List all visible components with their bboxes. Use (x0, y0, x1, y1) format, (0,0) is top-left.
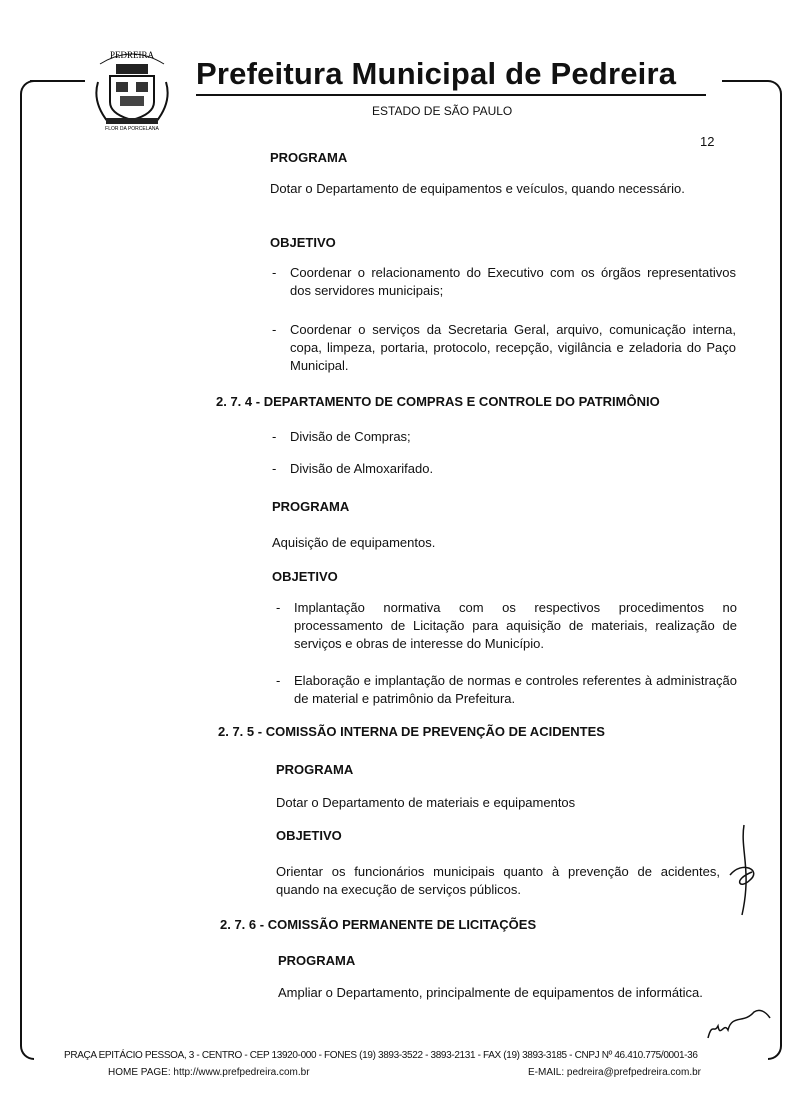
section-heading-276: 2. 7. 6 - COMISSÃO PERMANENTE DE LICITAÇÕES (220, 917, 537, 932)
footer-homepage: HOME PAGE: http://www.prefpedreira.com.br (108, 1067, 310, 1078)
objetivo-item: - Coordenar o relacionamento do Executivo com os órgãos representativos dos servidores municipais; (272, 265, 736, 298)
frame-left (20, 80, 34, 1060)
svg-text:PEDREIRA: PEDREIRA (109, 50, 155, 60)
objetivo-text: Coordenar o serviços da Secretaria Geral, arquivo, comunicação interna, copa, limpeza, portaria, protocolo, recepção, vigilância e zeladoria do Paço Municipal. (290, 322, 736, 373)
programa-label: PROGRAMA (270, 150, 348, 165)
programa-text: Dotar o Departamento de equipamentos e veículos, quando necessário. (270, 181, 685, 196)
objetivo-label: OBJETIVO (272, 569, 338, 584)
svg-text:FLOR DA PORCELANA: FLOR DA PORCELANA (105, 126, 159, 132)
divisao-text: Divisão de Compras; (290, 429, 411, 444)
divisao-item: - Divisão de Almoxarifado. (272, 461, 434, 476)
objetivo-text: Coordenar o relacionamento do Executivo com os órgãos representativos dos servidores municipais; (290, 265, 736, 298)
programa-label: PROGRAMA (278, 953, 356, 968)
objetivo-text: Implantação normativa com os respectivos procedimentos no processamento de Licitação para aquisição de materiais, realização de serviços e obras de interesse do Município. (294, 600, 737, 651)
programa-label: PROGRAMA (276, 762, 354, 777)
title-underline (196, 94, 706, 96)
footer-address: PRAÇA EPITÁCIO PESSOA, 3 - CENTRO - CEP 13920-000 - FONES (19) 3893-3522 - 3893-2131 - FAX (19) 3893-3185 - CNPJ Nº 46.410.775/0001-36 (64, 1050, 698, 1061)
signature-rubric (704, 1004, 774, 1049)
divisao-item: - Divisão de Compras; (272, 429, 411, 444)
programa-text: Ampliar o Departamento, principalmente de equipamentos de informática. (278, 985, 703, 1000)
page-title: Prefeitura Municipal de Pedreira (196, 56, 677, 91)
objetivo-item: - Elaboração e implantação de normas e controles referentes à administração de material e patrimônio da Prefeitura. (276, 673, 737, 706)
municipal-seal (92, 42, 172, 134)
objetivo-text: Orientar os funcionários municipais quanto à prevenção de acidentes, quando na execução de serviços públicos. (276, 864, 720, 897)
footer-email: E-MAIL: pedreira@prefpedreira.com.br (528, 1067, 701, 1078)
frame-top-left (30, 80, 85, 82)
objetivo-label: OBJETIVO (276, 828, 342, 843)
divisao-text: Divisão de Almoxarifado. (290, 461, 434, 476)
page-number: 12 (700, 134, 715, 149)
objetivo-item: - Coordenar o serviços da Secretaria Geral, arquivo, comunicação interna, copa, limpeza, portaria, protocolo, recepção, vigilância e zeladoria do Paço Municipal. (272, 322, 736, 373)
section-heading-274: 2. 7. 4 - DEPARTAMENTO DE COMPRAS E CONTROLE DO PATRIMÔNIO (216, 394, 660, 409)
programa-text: Dotar o Departamento de materiais e equipamentos (276, 795, 576, 810)
programa-text: Aquisição de equipamentos. (272, 535, 436, 550)
page-subtitle: ESTADO DE SÃO PAULO (372, 104, 513, 118)
section-heading-275: 2. 7. 5 - COMISSÃO INTERNA DE PREVENÇÃO DE ACIDENTES (218, 724, 605, 739)
signature-initials (722, 820, 772, 925)
objetivo-text: Elaboração e implantação de normas e controles referentes à administração de material e patrimônio da Prefeitura. (294, 673, 737, 706)
objetivo-item: - Implantação normativa com os respectivos procedimentos no processamento de Licitação para aquisição de materiais, realização de serviços e obras de interesse do Município. (276, 600, 737, 651)
programa-label: PROGRAMA (272, 499, 350, 514)
objetivo-label: OBJETIVO (270, 235, 336, 250)
frame-top-right (722, 80, 767, 82)
